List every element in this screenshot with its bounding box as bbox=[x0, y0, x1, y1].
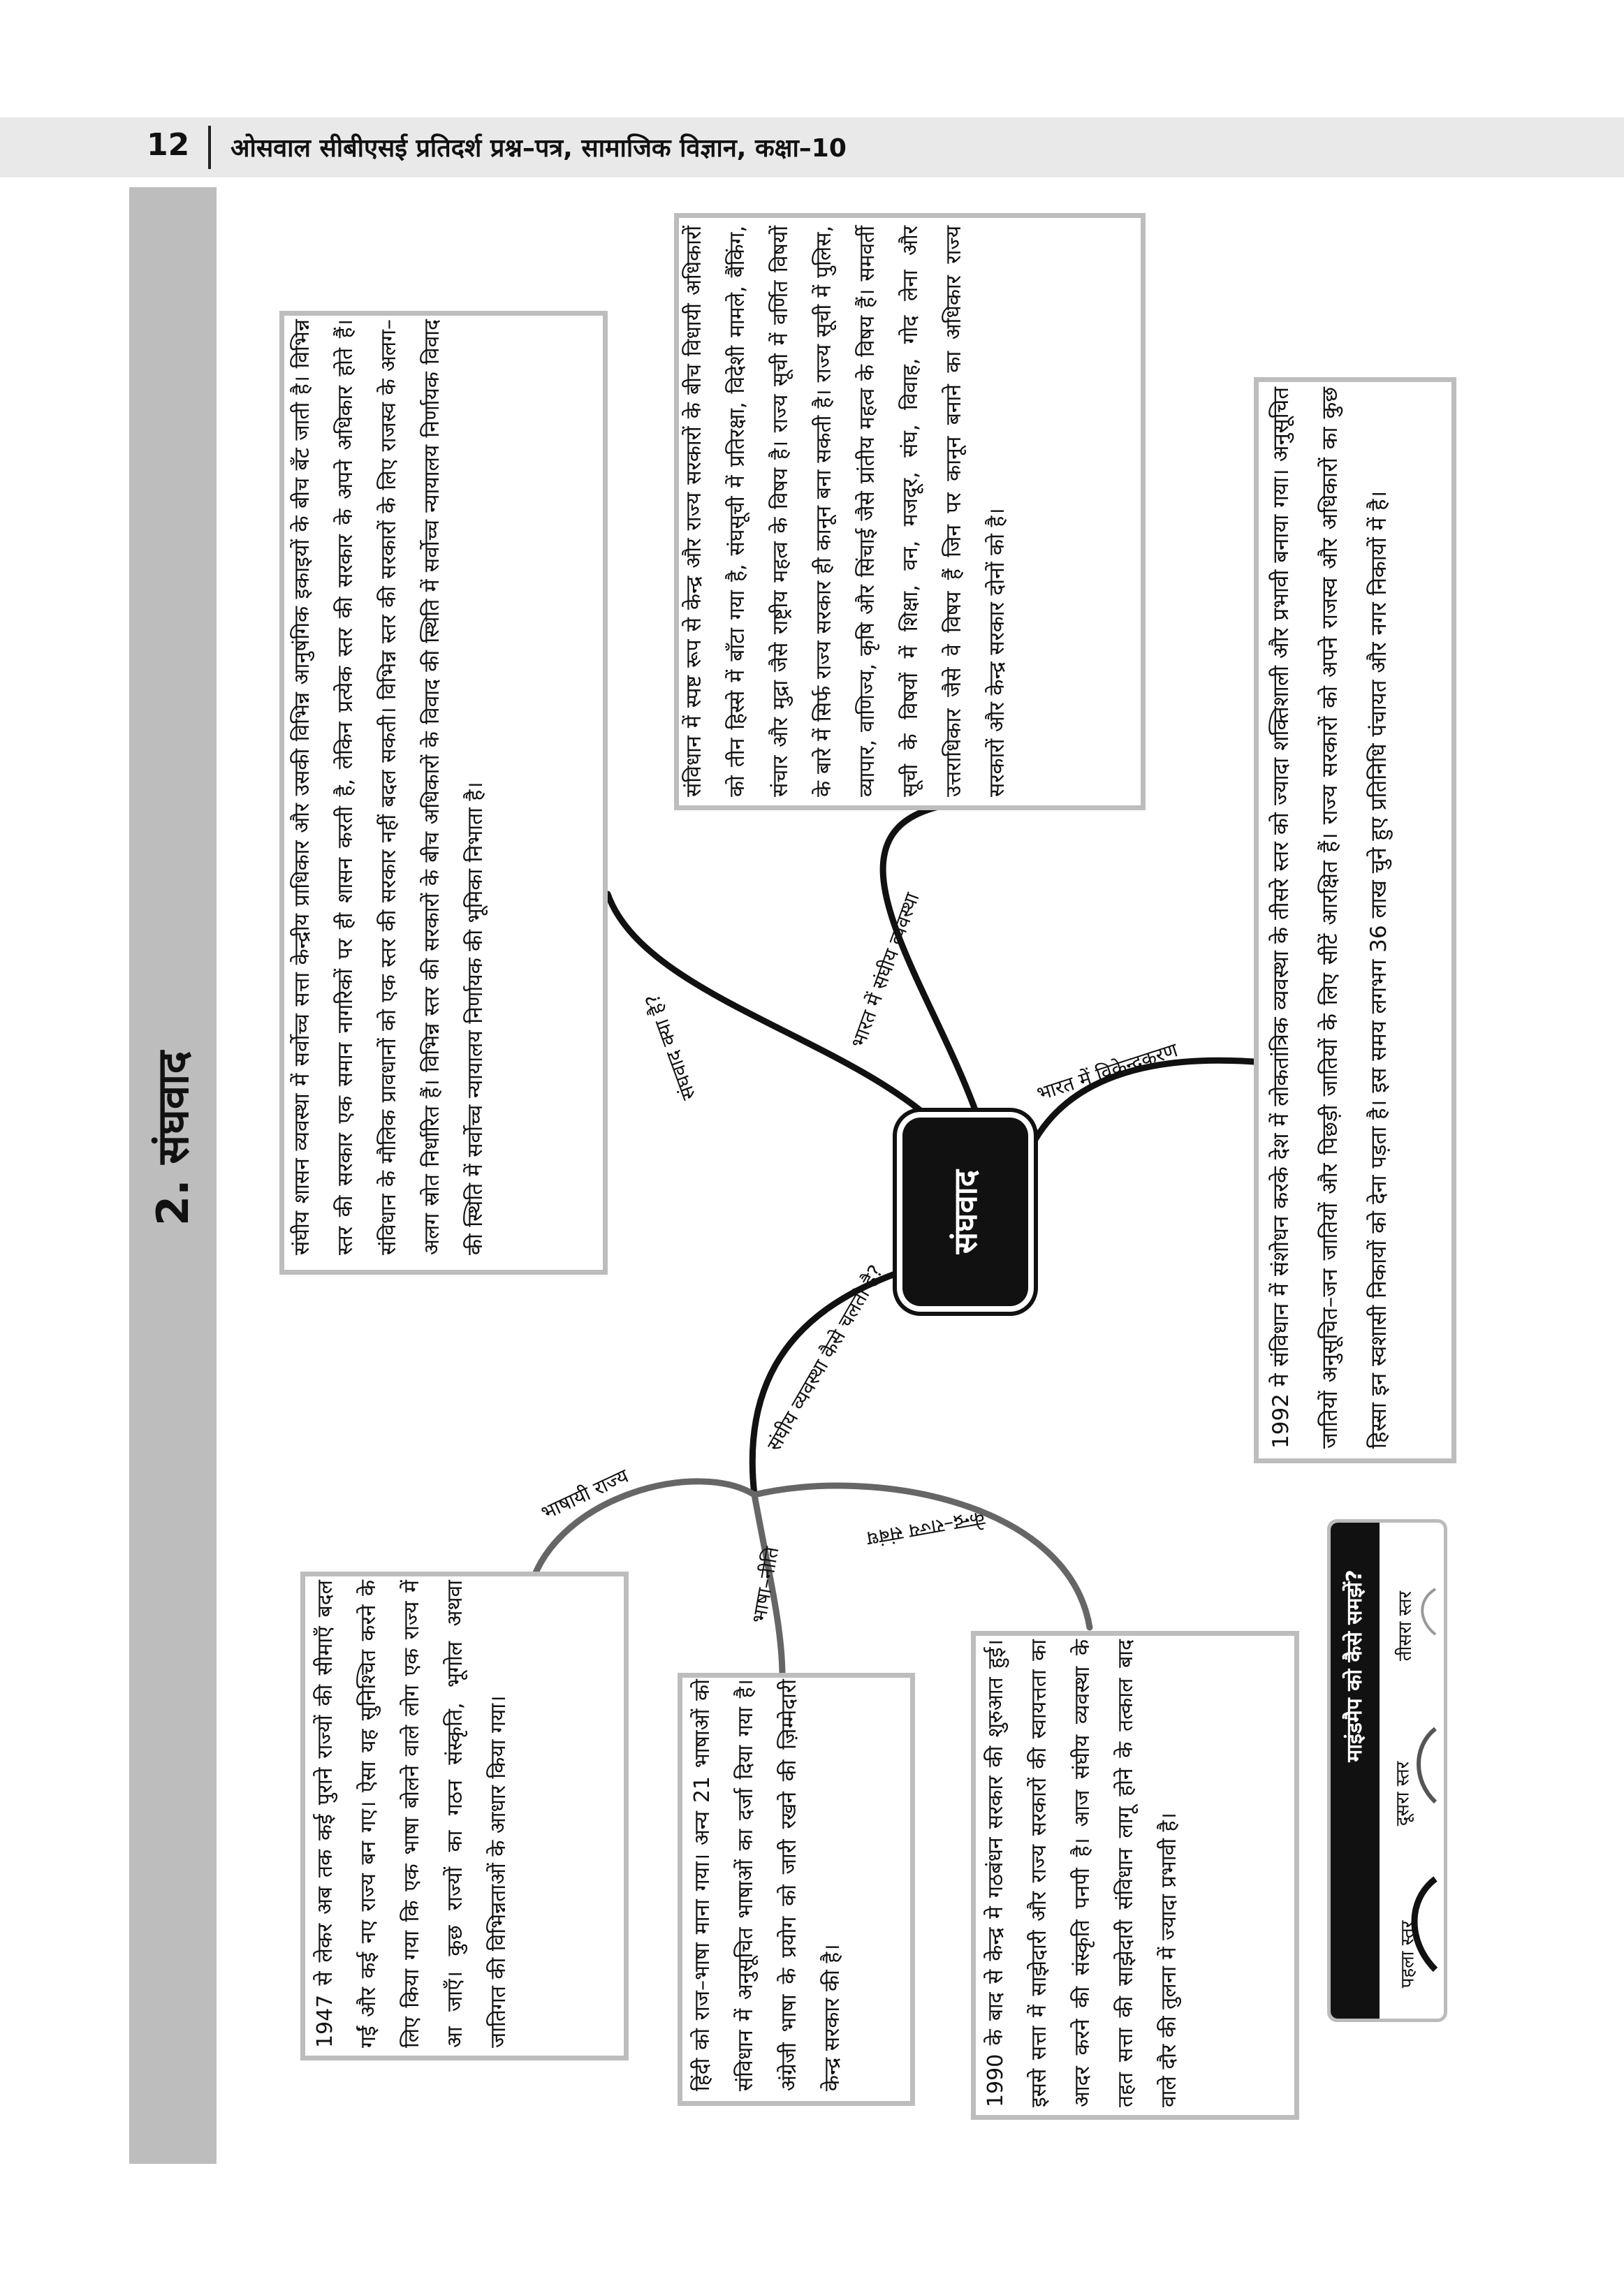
legend-arcs bbox=[1331, 1523, 1451, 2026]
branch-label-centre-state: केन्द्र–राज्य संबंध bbox=[865, 1507, 987, 1551]
box-centre-state bbox=[971, 1631, 1299, 2120]
legend-arc-1 bbox=[1414, 1879, 1435, 1970]
legend-level-1: पहला स्तर bbox=[1397, 1920, 1419, 1989]
page-number: 12 bbox=[147, 127, 190, 163]
branch-label-linguistic: भाषायी राज्य bbox=[537, 1464, 632, 1525]
branch-label-india-federal: भारत में संघीय व्यवस्था bbox=[846, 889, 924, 1051]
legend-arc-2 bbox=[1419, 1729, 1435, 1802]
book-title: ओसवाल सीबीएसई प्रतिदर्श प्रश्न–पत्र, सामाजिक विज्ञान, कक्षा–10 bbox=[231, 134, 847, 163]
center-node-label: संघवाद bbox=[946, 1169, 984, 1254]
text-centre-state: 1990 के बाद से केन्द्र मे गठबंधन सरकार की शुरुआत हुई। इससे सत्ता में साझेदारी और राज्य सरकारों की स्वायत्तता का आदर करने की संस्कृति पनपी है। आज संघीय व्यवस्था के तहत सत्ता की साझेदारी संविधान लागू होने के तत्काल बाद वाले दौर की तुलना में ज्यादा प्रभावी है। bbox=[983, 1639, 1181, 2107]
box-what-is-federalism bbox=[279, 311, 608, 1275]
center-node bbox=[902, 1118, 1028, 1306]
text-decentralisation: 1992 मे संविधान में संशोधन करके देश में लोकतांत्रिक व्यवस्था के तीसरे स्तर को ज्यादा शक्तिशाली और प्रभावी बनाया गया। अनुसूचित जातियों अनुसूचित–जन जातियों और पिछड़ी जातियों के लिए सीटें आरक्षित हैं। राज्य सरकारों को अपने राजस्व और अधिकारों का कुछ हिस्सा इन स्वशासी निकायों को देना पड़ता है। इस समय लगभग 36 लाख चुने हुए प्रतिनिधि पंचायत और नगर निकायों में है। bbox=[1268, 387, 1391, 1449]
box-language-policy bbox=[678, 1673, 915, 2106]
branch-label-what-is: संघवाद क्या है? bbox=[641, 990, 701, 1104]
box-linguistic-states bbox=[300, 1572, 629, 2060]
legend-arc-3 bbox=[1422, 1589, 1435, 1634]
legend-title: माइंडमैप को कैसे समझें? bbox=[1343, 1569, 1367, 1762]
box-india-federal bbox=[674, 213, 1146, 810]
connector-how-works bbox=[752, 1271, 902, 1495]
connector-centre-state bbox=[754, 1486, 1090, 1627]
branch-label-how-works: संघीय व्यवस्था कैसे चलती है? bbox=[762, 1261, 888, 1456]
box-decentralisation bbox=[1254, 377, 1456, 1463]
chapter-title: 2. संघवाद bbox=[147, 1051, 198, 1226]
text-linguistic-states: 1947 से लेकर अब तक कई पुराने राज्यों की सीमाएँ बदल गईं और कई नए राज्य बन गए। ऐसा यह सुनिश्चित करने के लिए किया गया कि एक भाषा बोलने वाले लोग एक राज्य में आ जाएँ। कुछ राज्यों का गठन संस्कृति, भूगोल अथवा जातिगत की विभिन्नताओं के आधार किया गया। bbox=[313, 1580, 511, 2048]
branch-label-language: भाषा–नीति bbox=[747, 1544, 784, 1625]
text-india-federal: संविधान में स्पष्ट रूप से केन्द्र और राज्य सरकारों के बीच विधायी अधिकारों को तीन हिस्से में बाँटा गया है, संघसूची में प्रतिरक्षा, विदेशी मामले, बैंकिंग, संचार और मुद्रा जैसे राष्ट्रीय महत्व के विषय है। राज्य सूची में वर्णित विषयों के बारे में सिर्फ राज्य सरकार ही कानून बना सकती है। राज्य सूची में पुलिस, व्यापार, वाणिज्य, कृषि और सिंचाई जैसे प्रांतीय महत्व के विषय हैं। समवर्ती सूची के विषयों में शिक्षा, वन, मजदूर, संघ, विवाह, गोद लेना और उत्तराधिकार जैसे वे विषय हैं जिन पर कानून बनाने का अधिकार राज्य सरकारों और केन्द्र सरकार दोनों को है। bbox=[682, 226, 1009, 797]
text-what-is-federalism: संघीय शासन व्यवस्था में सर्वोच्च सत्ता केन्द्रीय प्राधिकार और उसकी विभिन्न आनुषंगिक इकाइयों के बीच बँट जाती है। विभिन्न स्तर की सरकार एक समान नागरिकों पर ही शासन करती है, लेकिन प्रत्येक स्तर की सरकार के अपने अधिकार होते हैं। संविधान के मौलिक प्रावधानों को एक स्तर की सरकार नहीं बदल सकती। विभिन्न स्तर की सरकारों के लिए राजस्व के अलग–अलग स्रोत निर्धारित हैं। विभिन्न स्तर की सरकारों के बीच अधिकारों के विवाद की स्थिति में सर्वोच्च न्यायालय निर्णायक विवाद की स्थिति में सर्वोच्च न्यायालय निर्णायक की भूमिका निभाता है। bbox=[290, 319, 488, 1255]
branch-label-decentralisation: भारत में विकेन्द्रकरण bbox=[1034, 1038, 1181, 1106]
text-language-policy: हिंदी को राज–भाषा माना गया। अन्य 21 भाषाओं को संविधान में अनुसूचित भाषाओं का दर्जा दिया गया है। अंग्रेजी भाषा के प्रयोग को जारी रखने की ज़िम्मेदारी केन्द्र सरकार की है। bbox=[690, 1679, 844, 2091]
legend-level-2: दूसरा स्तर bbox=[1392, 1761, 1414, 1827]
legend-box bbox=[1327, 1519, 1447, 2022]
legend-level-3: तीसरा स्तर bbox=[1395, 1590, 1417, 1662]
